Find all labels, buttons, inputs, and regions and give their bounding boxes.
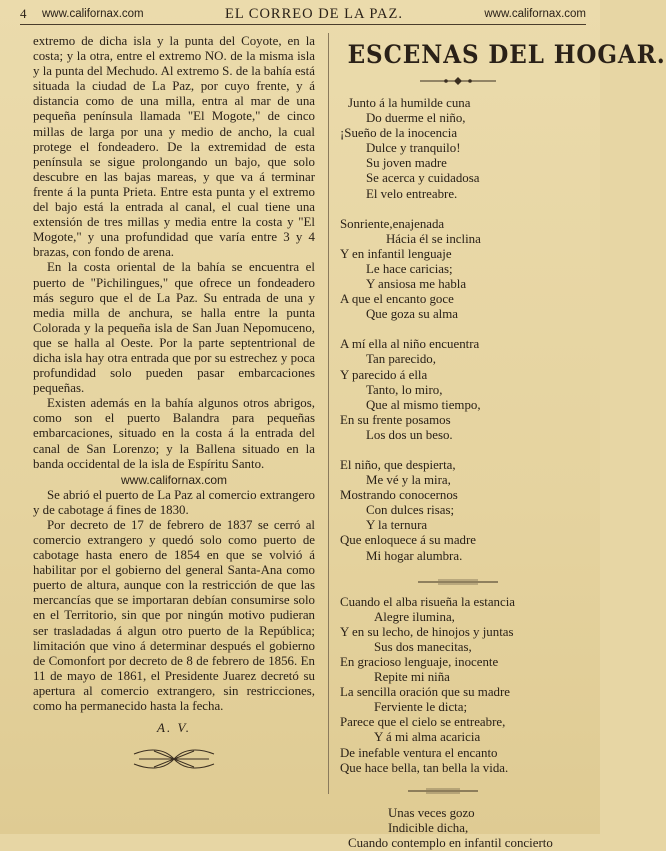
- stanza-2: [338, 217, 578, 323]
- verse-line: Le hace caricias;: [366, 261, 453, 276]
- newspaper-title: EL CORREO DE LA PAZ.: [224, 5, 404, 22]
- verse-line: Tanto, lo miro,: [366, 382, 443, 397]
- verse-line: Los dos un beso.: [366, 427, 453, 442]
- page-number: 4: [20, 6, 27, 21]
- verse-line: A que el encanto goce: [340, 292, 454, 307]
- stanza-1: [338, 96, 578, 202]
- verse-line: Repite mi niña: [374, 670, 450, 685]
- verse-line: Cuando contemplo en infantil concierto: [348, 835, 553, 850]
- column-divider: [328, 33, 329, 794]
- verse-line: En gracioso lenguaje, inocente: [340, 655, 499, 669]
- verse-line: Con dulces risas;: [366, 503, 455, 518]
- header-rule: [20, 24, 586, 25]
- verse-line: Mi hogar alumbra.: [366, 548, 463, 563]
- watermark-left: www.californax.com: [42, 8, 144, 20]
- title-ornament-icon: [418, 76, 498, 86]
- verse-line: Y en infantil lenguaje: [340, 246, 452, 261]
- paragraph-5: Por decreto de 17 de febrero de 1837 se cerró al comercio extrangero y quedó solo como puerto de cabotage hasta enero de 1854 en que se volvió á habilitar por el gobierno del general Santa-Ana como puerto de altura, aunque con la restricción de que las mercancías que se importaran debían consumirse solo en el Territorio, sin que por ningún motivo pudieran ser trasladadas á algun otro puerto de la República; limitación que vino á determinar después el gobierno de Comonfort por decreto de 8 de febrero de 1856. En 11 de mayo de 1861, el Presidente Juarez decretó su apertura al comercio extrangero, sin restricciones, como ha permanecido hasta la fecha.: [33, 517, 315, 714]
- verse-line: En su frente posamos: [340, 412, 451, 427]
- watermark-middle: www.californax.com: [120, 472, 228, 487]
- verse-line: Unas veces gozo: [388, 805, 475, 820]
- poem-body: [338, 96, 578, 564]
- verse-line: La sencilla oración que su madre: [340, 685, 511, 700]
- verse-line: Que hace bella, tan bella la vida.: [340, 760, 509, 775]
- verse-line: A mí ella al niño encuentra: [340, 337, 480, 352]
- verse-line: Cuando el alba risueña la estancia: [340, 594, 516, 609]
- verse-line: Ferviente le dicta;: [374, 700, 468, 715]
- verse-line: Hácia él se inclina: [386, 231, 481, 246]
- verse-line: Indicible dicha,: [388, 820, 469, 835]
- verse-line: El niño, que despierta,: [340, 457, 456, 472]
- verse-line: Y en su lecho, de hinojos y juntas: [340, 624, 514, 639]
- verse-line: De inefable ventura el encanto: [340, 745, 498, 760]
- verse-line: Parece que el cielo se entreabre,: [340, 715, 506, 730]
- verse-line: Sus dos manecitas,: [374, 639, 472, 654]
- verse-line: Que al mismo tiempo,: [366, 397, 481, 412]
- verse-line: Y ansiosa me habla: [366, 277, 467, 292]
- verse-line: Se acerca y cuidadosa: [366, 171, 480, 186]
- paragraph-3: Existen además en la bahía algunos otros abrigos, como son el puerto Balandra para pequeñas embarcaciones, situado en la costa á la entrada del canal de San Lorenzo; y la Ballena situado en la banda occidental de la isla de Espíritu Santo.: [33, 396, 315, 471]
- verse-line: Junto á la humilde cuna: [348, 96, 471, 110]
- poem-title: ESCENAS DEL HOGAR.: [347, 40, 666, 69]
- verse-line: Su joven madre: [366, 156, 447, 171]
- verse-line: Y la ternura: [366, 518, 428, 533]
- flourish-ornament-icon: [129, 746, 219, 772]
- verse-line: Mostrando conocernos: [340, 488, 458, 503]
- verse-line: Que enloquece á su madre: [340, 533, 477, 548]
- verse-line: El velo entreabre.: [366, 186, 458, 201]
- verse-line: Que goza su alma: [366, 307, 458, 322]
- verse-line: Sonriente,enajenada: [340, 216, 445, 231]
- verse-line: Tan parecido,: [366, 352, 436, 367]
- section-divider-icon: [408, 788, 478, 794]
- left-column: [33, 34, 315, 772]
- stanza-5: [338, 595, 578, 776]
- verse-line: Do duerme el niño,: [366, 111, 466, 126]
- stanza-6: [338, 806, 578, 851]
- paragraph-4: Se abrió el puerto de La Paz al comercio extrangero y de cabotage á fines de 1830.: [33, 487, 315, 517]
- paragraph-2: En la costa oriental de la bahía se encuentra el puerto de "Pichilingues," que ofrece un fondeadero más seguro que el de La Paz. Su entrada de una y media milla de anchura, se halla entre la punta Colorada y la pequeña isla de San Juan Nepomuceno, que se halla al Oeste. Por la parte septentrional de dicha isla hay otra entrada que por su estrechez y poca profundidad solo pueden pasar embarcaciones pequeñas.: [33, 260, 315, 396]
- verse-line: ¡Sueño de la inocencia: [340, 126, 458, 141]
- right-column: [338, 34, 666, 851]
- verse-line: Dulce y tranquilo!: [366, 141, 461, 156]
- verse-line: Y parecido á ella: [340, 367, 428, 382]
- stanza-4: [338, 458, 578, 564]
- verse-line: Y á mi alma acaricia: [374, 730, 481, 745]
- paragraph-1: extremo de dicha isla y la punta del Coyote, en la costa; y la otra, entre el extremo NO. de la misma isla y la punta del Mechudo. Al extremo S. de la bahía está situada la ciudad de La Paz, por cuyo frente, y á distancia como de una milla, entra al mar de una pequeña península llamada "El Mogote," de cinco millas de larga por una y medio de ancho, la cual protege el fondeadero. De la extremidad de esta península se sigue prolongando un bajo, que solo descubre en las bajas mareas, y que va á terminar frente á la punta Prieta. Entre esta punta y el extremo del bajo está la entrada al canal, el cual tiene una extensión de tres millas y media entre la costa y "El Mogote," y una profundidad que varía entre 3 y 4 brazas, con fondo de arena.: [33, 34, 315, 260]
- page-header: [20, 3, 586, 25]
- verse-line: Me vé y la mira,: [366, 473, 451, 488]
- author-signature: A. V.: [157, 720, 191, 736]
- section-divider-icon: [418, 579, 498, 585]
- verse-line: Alegre ilumina,: [374, 609, 455, 624]
- stanza-3: [338, 337, 578, 443]
- watermark-right: www.californax.com: [484, 8, 586, 20]
